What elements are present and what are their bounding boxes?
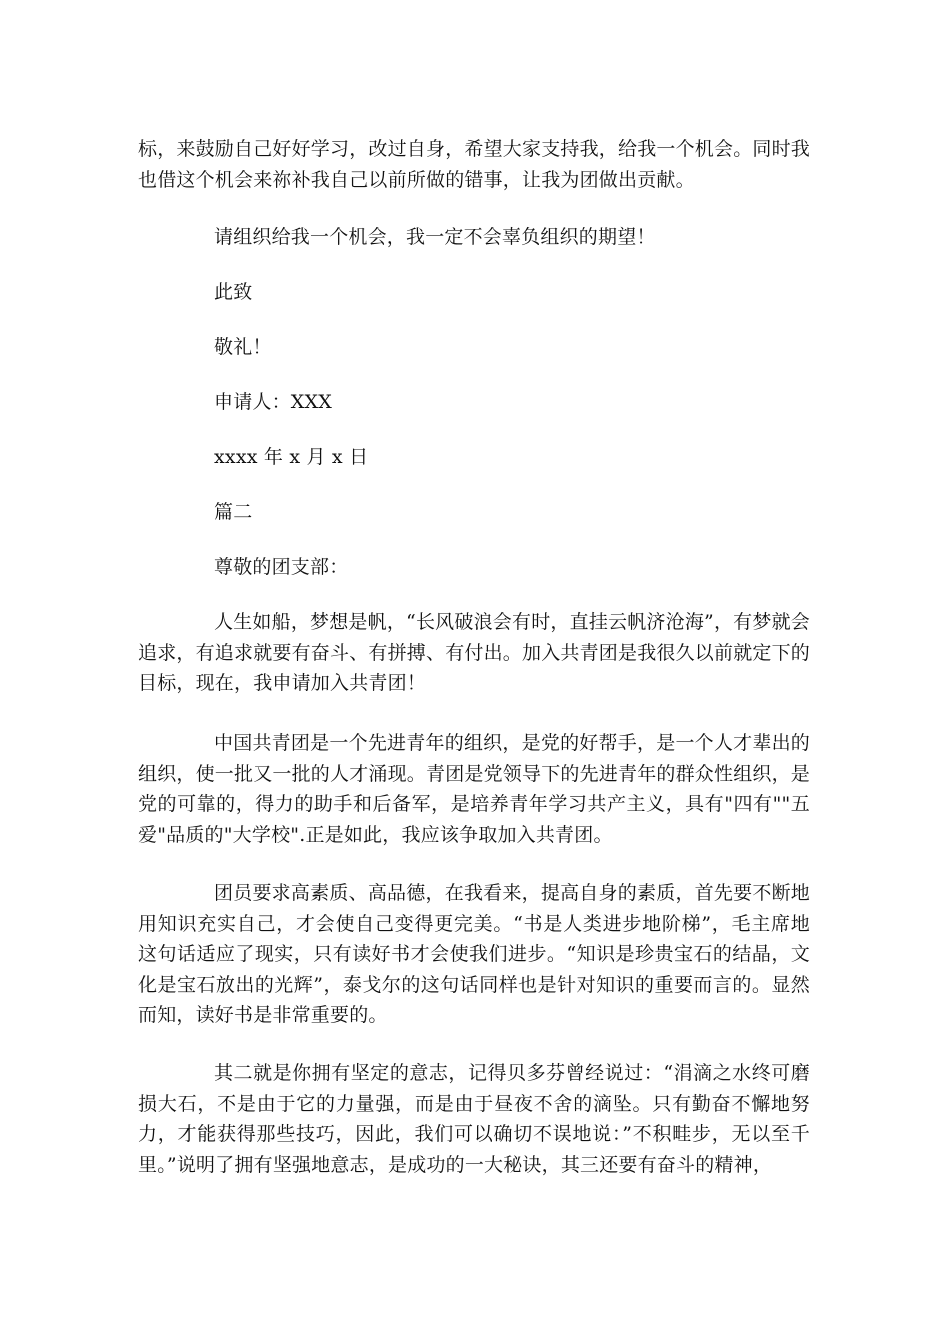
paragraph-4: 其二就是你拥有坚定的意志，记得贝多芬曾经说过：“涓滴之水终可磨损大石，不是由于它的力量强，而是由于昼夜不舍的滴坠。只有勤奋不懈地努力，才能获得那些技巧，因此，我们可以确切不误地说：”不积畦步，无以至千里。”说明了拥有坚强地意志，是成功的一大秘诀，其三还要有奋斗的精神， — [138, 1062, 810, 1176]
paragraph-continuation: 标，来鼓励自己好好学习，改过自身，希望大家支持我，给我一个机会。同时我也借这个机会来祢补我自己以前所做的错事，让我为团做出贡献。 — [138, 138, 811, 191]
closing-line-1: 此致 — [214, 281, 253, 303]
paragraph-request: 请组织给我一个机会，我一定不会辜负组织的期望！ — [214, 226, 656, 248]
closing-line-2: 敬礼！ — [214, 336, 272, 358]
applicant-line: 申请人：XXX — [214, 391, 332, 413]
paragraph-2: 中国共青团是一个先进青年的组织，是党的好帮手，是一个人才辈出的组织，使一批又一批的人才涌现。青团是党领导下的先进青年的群众性组织，是党的可靠的，得力的助手和后备军，是培养青年学习共产主义，具有"四有""五爱"品质的"大学校".正是如此，我应该争取加入共青团。 — [138, 732, 811, 846]
paragraph-3: 团员要求高素质、高品德，在我看来，提高自身的素质，首先要不断地用知识充实自己，才会使自己变得更完美。“书是人类进步地阶梯”，毛主席地这句话适应了现实，只有读好书才会使我们进步。“知识是珍贵宝石的结晶，文化是宝石放出的光辉”，泰戈尔的这句话同样也是针对知识的重要而言的。显然而知，读好书是非常重要的。 — [138, 882, 810, 1026]
salutation: 尊敬的团支部： — [214, 556, 349, 578]
paragraph-1: 人生如船，梦想是帆，“长风破浪会有时，直挂云帆济沧海”，有梦就会追求，有追求就要有奋斗、有拼搏、有付出。加入共青团是我很久以前就定下的目标，现在，我申请加入共青团！ — [138, 611, 811, 694]
date-line: xxxx 年 x 月 x 日 — [214, 446, 369, 468]
section-heading: 篇二 — [214, 501, 253, 523]
